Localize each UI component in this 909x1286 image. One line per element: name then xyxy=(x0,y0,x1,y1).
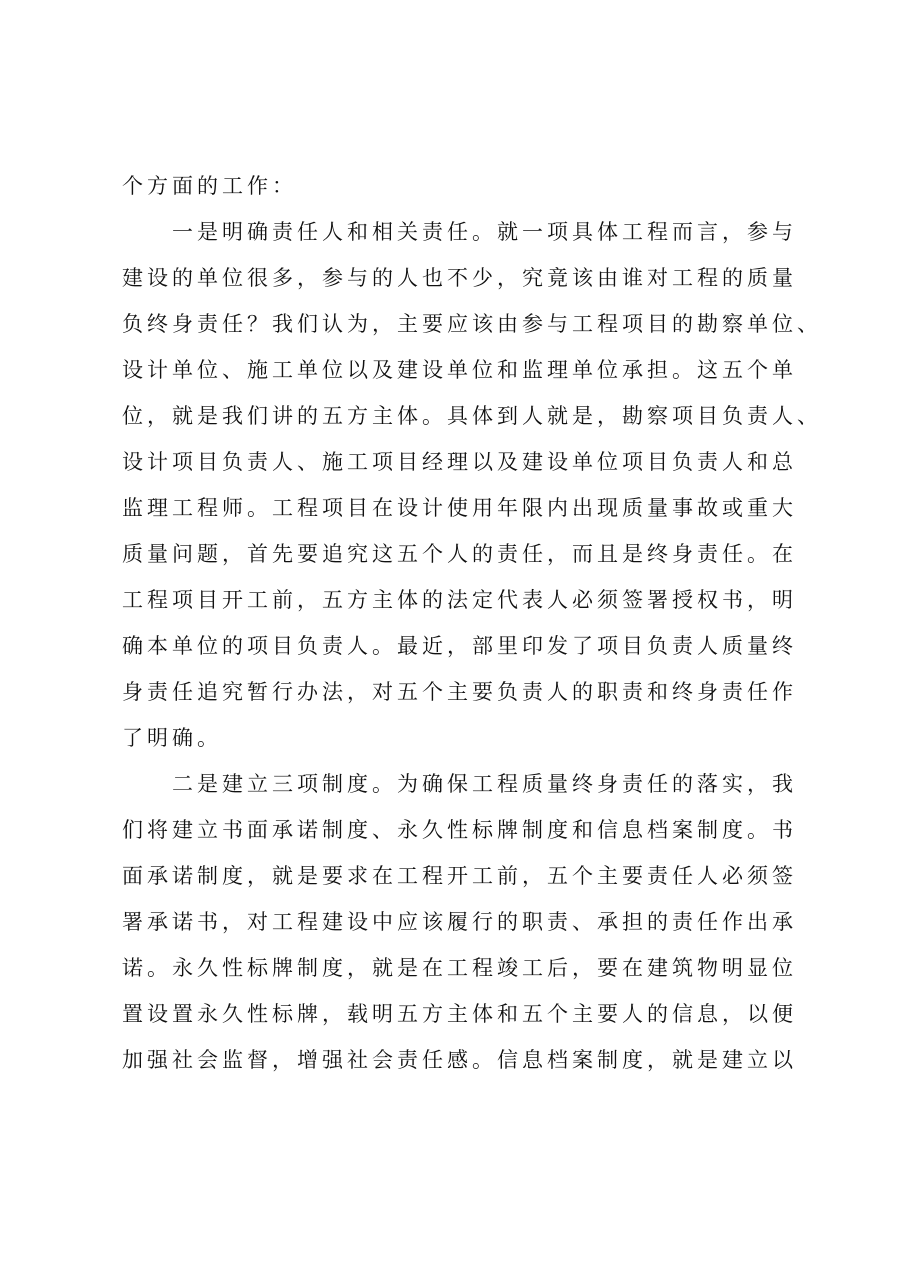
paragraph-first-line: 一是明确责任人和相关责任。就一项具体工程而言，参与 xyxy=(172,220,797,244)
text-line: 加强社会监督，增强社会责任感。信息档案制度，就是建立以 xyxy=(122,1048,797,1072)
text-line: 建设的单位很多，参与的人也不少，究竟该由谁对工程的质量 xyxy=(122,266,797,290)
text-line: 确本单位的项目负责人。最近，部里印发了项目负责人质量终 xyxy=(122,634,797,658)
text-line: 监理工程师。工程项目在设计使用年限内出现质量事故或重大 xyxy=(122,496,797,520)
text-line: 设计项目负责人、施工项目经理以及建设单位项目负责人和总 xyxy=(122,450,797,474)
text-line: 面承诺制度，就是要求在工程开工前，五个主要责任人必须签 xyxy=(122,864,797,888)
text-line: 质量问题，首先要追究这五个人的责任，而且是终身责任。在 xyxy=(122,542,797,566)
text-line: 工程项目开工前，五方主体的法定代表人必须签署授权书，明 xyxy=(122,588,797,612)
text-line: 负终身责任？我们认为，主要应该由参与工程项目的勘察单位、 xyxy=(122,312,822,336)
text-line: 署承诺书，对工程建设中应该履行的职责、承担的责任作出承 xyxy=(122,910,797,934)
text-line: 置设置永久性标牌，载明五方主体和五个主要人的信息，以便 xyxy=(122,1002,797,1026)
body-text xyxy=(122,163,822,1083)
text-line: 们将建立书面承诺制度、永久性标牌制度和信息档案制度。书 xyxy=(122,818,797,842)
text-line: 设计单位、施工单位以及建设单位和监理单位承担。这五个单 xyxy=(122,358,797,382)
paragraph-first-line: 二是建立三项制度。为确保工程质量终身责任的落实，我 xyxy=(172,772,797,796)
text-line: 了明确。 xyxy=(122,726,222,750)
text-line: 位，就是我们讲的五方主体。具体到人就是，勘察项目负责人、 xyxy=(122,404,822,428)
text-line: 诺。永久性标牌制度，就是在工程竣工后，要在建筑物明显位 xyxy=(122,956,797,980)
text-line: 身责任追究暂行办法，对五个主要负责人的职责和终身责任作 xyxy=(122,680,797,704)
text-line: 个方面的工作： xyxy=(122,174,297,198)
